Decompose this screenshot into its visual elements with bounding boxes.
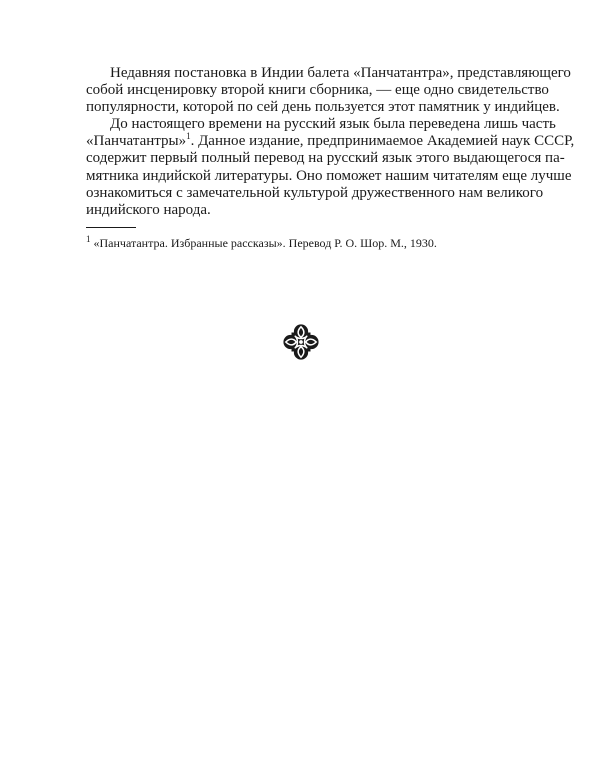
footnote-reference: 1 [186,131,191,142]
text-line: собой инсценировку второй книги сборника, — еще одно свидетельство [86,82,549,99]
footnote-divider [86,227,136,228]
footnote [86,236,437,250]
main-text [62,65,575,219]
text-line: До настоящего времени на русский язык была переведена лишь часть [110,116,556,133]
text-line: индийского народа. [86,201,211,218]
text-line: содержит первый полный перевод на русский язык этого выдающегося па- [86,150,565,167]
paragraph-2 [62,116,575,219]
text-fragment: . Данное издание, предпринимаемое Академией наук СССР, [190,133,575,150]
footnote-marker: 1 [86,234,91,244]
text-line [62,131,575,150]
text-fragment: «Панчатантры» [86,133,187,150]
paragraph-1 [62,65,571,116]
text-line: популярности, которой по сей день пользуется этот памятник у индийцев. [86,99,560,116]
text-line: Недавняя постановка в Индии балета «Панчатантра», представляющего [110,65,571,81]
text-line: мятника индийской литературы. Оно поможет нашим читателям еще лучше [86,167,572,184]
text-line: ознакомиться с замечательной культурой дружественного нам великого [86,184,544,201]
decorative-knot-ornament-icon [282,323,320,361]
footnote-text: «Панчатантра. Избранные рассказы». Перевод Р. О. Шор. М., 1930. [93,236,437,250]
